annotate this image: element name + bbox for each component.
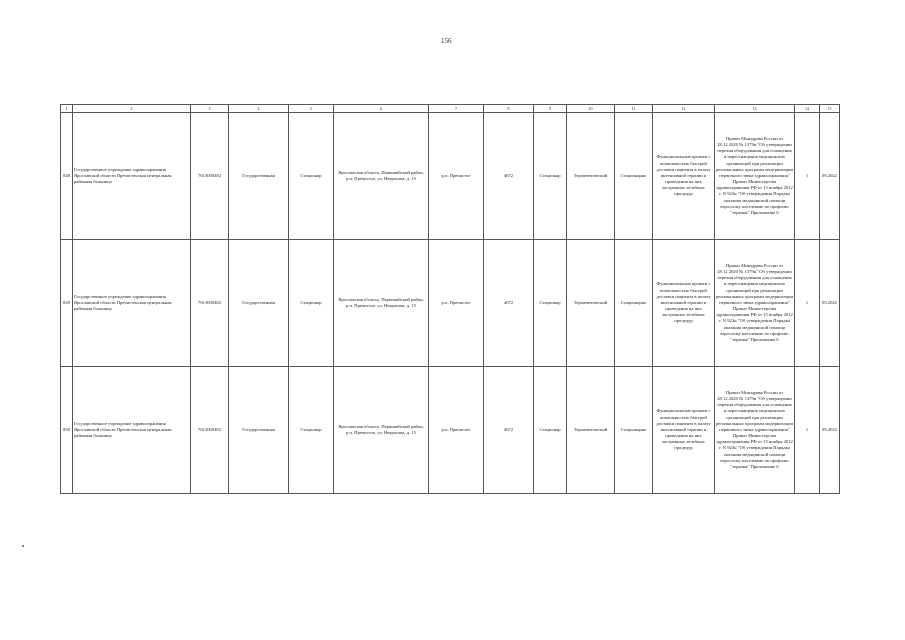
table-row bbox=[61, 240, 840, 367]
department-profile-cell: Терапевтический bbox=[567, 113, 615, 240]
ownership-form-cell: Государственная bbox=[229, 240, 289, 367]
inn-cell: 7613000482 bbox=[191, 367, 229, 494]
address-cell: Ярославская область, Первомайский район, р.п. Пречистое, ул. Некрасова, д. 15 bbox=[334, 367, 429, 494]
organization-name-cell: Государственное учреждение здравоохранения Ярославской области Пречистенская центральная районная больница bbox=[73, 240, 191, 367]
inn-cell: 7613000482 bbox=[191, 113, 229, 240]
column-number-cell: 13 bbox=[715, 105, 795, 113]
column-number-cell: 1 bbox=[61, 105, 73, 113]
column-number-cell: 7 bbox=[429, 105, 484, 113]
care-condition-cell: Стационар bbox=[289, 367, 334, 494]
unit-type-cell: Стационар bbox=[534, 367, 567, 494]
regulatory-basis-cell: Приказ Минздрава России от 28.12.2020 № 1379н "Об утверждении перечня оборудования для оснащения и переоснащения медицинских организаций при реализации региональных программ модернизации первичного звена здравоохранения" Приказ Министерства здравоохранения РФ от 15 ноября 2012 г. N 923н "Об утверждении Порядка оказания медицинской помощи взрослому населению по профилю "терапия" Приложение 6 bbox=[715, 240, 795, 367]
care-form-cell: Стационарно bbox=[615, 367, 653, 494]
care-form-cell: Стационарно bbox=[615, 113, 653, 240]
equipment-name-cell: Функциональные кровати с возможностью быстрой доставки пациента в палату интенсивной терапии и проведения на них экстренных лечебных процедур bbox=[653, 367, 715, 494]
regulatory-basis-cell: Приказ Минздрава России от 28.12.2020 № 1379н "Об утверждении перечня оборудования для оснащения и переоснащения медицинских организаций при реализации региональных программ модернизации первичного звена здравоохранения" Приказ Министерства здравоохранения РФ от 15 ноября 2012 г. N 923н "Об утверждении Порядка оказания медицинской помощи взрослому населению по профилю "терапия" Приложение 6 bbox=[715, 113, 795, 240]
organization-name-cell: Государственное учреждение здравоохранения Ярославской области Пречистенская центральная районная больница bbox=[73, 367, 191, 494]
delivery-date-cell: 09.2022 bbox=[820, 240, 840, 367]
organization-name-cell: Государственное учреждение здравоохранения Ярославской области Пречистенская центральная районная больница bbox=[73, 113, 191, 240]
settlement-cell: р.п. Пречистое bbox=[429, 113, 484, 240]
settlement-cell: р.п. Пречистое bbox=[429, 240, 484, 367]
unit-type-cell: Стационар bbox=[534, 113, 567, 240]
column-number-cell: 3 bbox=[191, 105, 229, 113]
scan-speck bbox=[22, 545, 24, 547]
column-number-cell: 4 bbox=[229, 105, 289, 113]
row-number-cell: 850 bbox=[61, 367, 73, 494]
department-profile-cell: Терапевтический bbox=[567, 367, 615, 494]
column-number-cell: 10 bbox=[567, 105, 615, 113]
column-number-cell: 6 bbox=[334, 105, 429, 113]
inn-cell: 7613000482 bbox=[191, 240, 229, 367]
column-number-cell: 9 bbox=[534, 105, 567, 113]
column-number-cell: 5 bbox=[289, 105, 334, 113]
column-number-cell: 8 bbox=[484, 105, 534, 113]
table-row bbox=[61, 367, 840, 494]
oktmo-code-cell: 4672 bbox=[484, 240, 534, 367]
department-profile-cell: Терапевтический bbox=[567, 240, 615, 367]
care-form-cell: Стационарно bbox=[615, 240, 653, 367]
column-number-row bbox=[61, 105, 840, 113]
oktmo-code-cell: 4672 bbox=[484, 367, 534, 494]
quantity-cell: 1 bbox=[795, 367, 820, 494]
quantity-cell: 1 bbox=[795, 113, 820, 240]
address-cell: Ярославская область, Первомайский район, р.п. Пречистое, ул. Некрасова, д. 15 bbox=[334, 240, 429, 367]
address-cell: Ярославская область, Первомайский район, р.п. Пречистое, ул. Некрасова, д. 15 bbox=[334, 113, 429, 240]
ownership-form-cell: Государственная bbox=[229, 113, 289, 240]
settlement-cell: р.п. Пречистое bbox=[429, 367, 484, 494]
column-number-cell: 15 bbox=[820, 105, 840, 113]
delivery-date-cell: 09.2022 bbox=[820, 113, 840, 240]
registry-table bbox=[60, 104, 840, 494]
quantity-cell: 1 bbox=[795, 240, 820, 367]
care-condition-cell: Стационар bbox=[289, 240, 334, 367]
column-number-cell: 2 bbox=[73, 105, 191, 113]
ownership-form-cell: Государственная bbox=[229, 367, 289, 494]
equipment-name-cell: Функциональные кровати с возможностью быстрой доставки пациента в палату интенсивной терапии и проведения на них экстренных лечебных процедур bbox=[653, 240, 715, 367]
equipment-name-cell: Функциональные кровати с возможностью быстрой доставки пациента в палату интенсивной терапии и проведения на них экстренных лечебных процедур bbox=[653, 113, 715, 240]
table-row bbox=[61, 113, 840, 240]
column-number-cell: 11 bbox=[615, 105, 653, 113]
regulatory-basis-cell: Приказ Минздрава России от 28.12.2020 № 1379н "Об утверждении перечня оборудования для оснащения и переоснащения медицинских организаций при реализации региональных программ модернизации первичного звена здравоохранения" Приказ Министерства здравоохранения РФ от 15 ноября 2012 г. N 923н "Об утверждении Порядка оказания медицинской помощи взрослому населению по профилю "терапия" Приложение 6 bbox=[715, 367, 795, 494]
row-number-cell: 848 bbox=[61, 113, 73, 240]
oktmo-code-cell: 4672 bbox=[484, 113, 534, 240]
unit-type-cell: Стационар bbox=[534, 240, 567, 367]
care-condition-cell: Стационар bbox=[289, 113, 334, 240]
column-number-cell: 14 bbox=[795, 105, 820, 113]
delivery-date-cell: 09.2022 bbox=[820, 367, 840, 494]
column-number-cell: 12 bbox=[653, 105, 715, 113]
row-number-cell: 849 bbox=[61, 240, 73, 367]
page-number: 156 bbox=[441, 37, 452, 45]
